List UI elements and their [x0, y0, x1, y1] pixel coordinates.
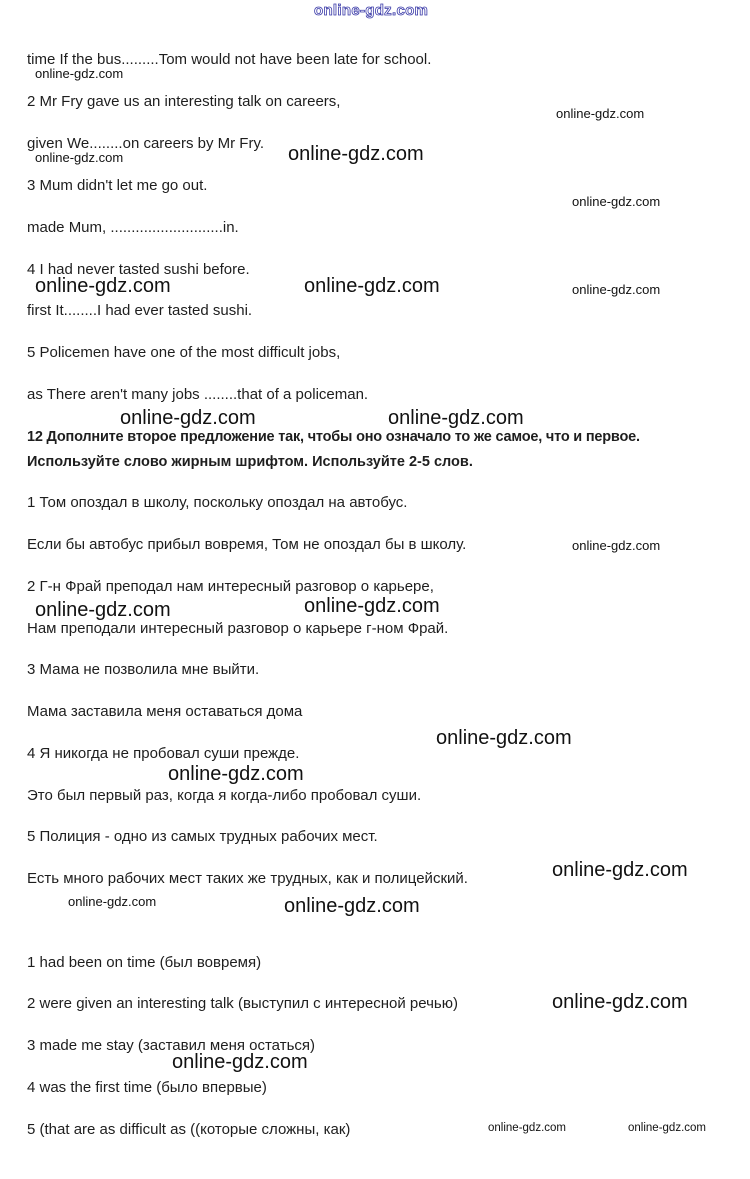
text-line: Мама заставила меня оставаться дома [27, 703, 303, 720]
text-line: Если бы автобус прибыл вовремя, Том не опоздал бы в школу. [27, 536, 467, 553]
watermark: online-gdz.com [35, 599, 171, 621]
watermark: online-gdz.com [284, 895, 420, 917]
answer-line: 4 was the first time (было впервые) [27, 1079, 267, 1096]
text-line: 3 Мама не позволила мне выйти. [27, 661, 260, 678]
watermark: online-gdz.com [556, 106, 645, 121]
text-line: 4 Я никогда не пробовал суши прежде. [27, 745, 300, 762]
watermark: online-gdz.com [552, 859, 688, 881]
text-line: Есть много рабочих мест таких же трудных, как и полицейский. [27, 870, 468, 887]
text-line: 5 Полиция - одно из самых трудных рабочих мест. [27, 828, 378, 845]
text-line: made Mum, ...........................in. [27, 219, 239, 236]
text-line: 2 Г-н Фрай преподал нам интересный разговор о карьере, [27, 578, 434, 595]
watermark: online-gdz.com [436, 727, 572, 749]
watermark: online-gdz.com [288, 143, 424, 165]
answer-line: 5 (that are as difficult as ((которые сложны, как) [27, 1121, 351, 1138]
text-line: given We........on careers by Mr Fry. [27, 135, 265, 152]
watermark: online-gdz.com [388, 407, 524, 429]
watermark: online-gdz.com [35, 150, 124, 165]
answer-line: 2 were given an interesting talk (выступил с интересной речью) [27, 995, 458, 1012]
watermark: online-gdz.com [488, 1122, 566, 1134]
watermark: online-gdz.com [35, 66, 124, 81]
text-line: 3 Mum didn't let me go out. [27, 177, 208, 194]
text-line: 5 Policemen have one of the most difficult jobs, [27, 344, 341, 361]
text-line: as There aren't many jobs ........that of a policeman. [27, 386, 369, 403]
watermark: online-gdz.com [172, 1051, 308, 1073]
watermark: online-gdz.com [552, 991, 688, 1013]
task-heading: 12 Дополните второе предложение так, чтобы оно означало то же самое, что и первое. [27, 429, 640, 445]
text-line: first It........I had ever tasted sushi. [27, 302, 253, 319]
answer-line: 1 had been on time (был вовремя) [27, 954, 262, 971]
text-line: 2 Mr Fry gave us an interesting talk on careers, [27, 93, 341, 110]
text-line: time If the bus.........Tom would not have been late for school. [27, 51, 432, 68]
watermark: online-gdz.com [168, 763, 304, 785]
answer-line: 3 made me stay (заставил меня остаться) [27, 1037, 315, 1054]
watermark: online-gdz.com [628, 1122, 706, 1134]
watermark: online-gdz.com [572, 194, 661, 209]
task-instruction: Используйте слово жирным шрифтом. Используйте 2-5 слов. [27, 454, 473, 470]
watermark: online-gdz.com [35, 275, 171, 297]
text-line: 1 Том опоздал в школу, поскольку опоздал на автобус. [27, 494, 408, 511]
text-line: 4 I had never tasted sushi before. [27, 261, 250, 278]
header-watermark: online-gdz.com [314, 2, 429, 19]
watermark: online-gdz.com [304, 595, 440, 617]
watermark: online-gdz.com [572, 538, 661, 553]
text-line: Это был первый раз, когда я когда-либо пробовал суши. [27, 787, 422, 804]
watermark: online-gdz.com [120, 407, 256, 429]
watermark: online-gdz.com [304, 275, 440, 297]
watermark: online-gdz.com [572, 282, 661, 297]
text-line: Нам преподали интересный разговор о карьере г-ном Фрай. [27, 620, 449, 637]
watermark: online-gdz.com [68, 894, 157, 909]
